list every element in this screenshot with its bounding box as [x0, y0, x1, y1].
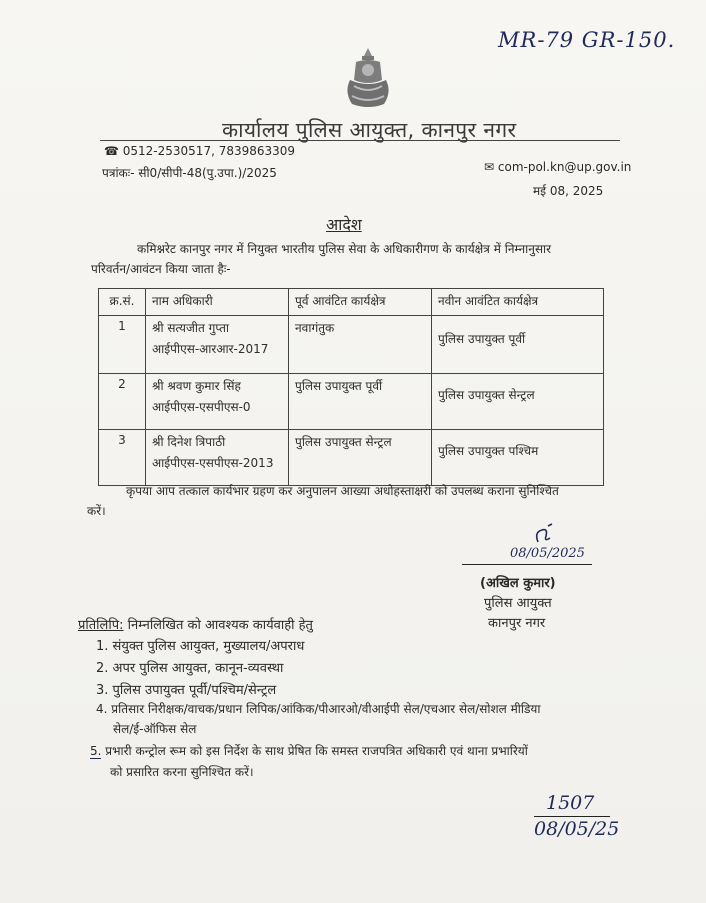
intro-line-2: परिवर्तन/आवंटन किया जाता हैः-	[91, 262, 231, 276]
table-row	[99, 316, 604, 374]
list-item	[90, 742, 610, 759]
item-text: संयुक्त पुलिस आयुक्त, मुख्यालय/अपराध	[112, 639, 305, 654]
row-serial: 1	[99, 316, 146, 374]
officer-name: श्री सत्यजीत गुप्ता	[152, 321, 230, 335]
signature-date: 08/05/2025	[510, 546, 585, 561]
row-previous-area: पुलिस उपायुक्त पूर्वी	[289, 374, 432, 430]
item-text: अपर पुलिस आयुक्त, कानून-व्यवस्था	[112, 661, 284, 676]
row-previous-area: नवागंतुक	[289, 316, 432, 374]
table-row	[99, 430, 604, 486]
item-text: प्रभारी कन्ट्रोल रूम को इस निर्देश के साथ प्रेषित कि समस्त राजपत्रित अधिकारी एवं थाना प्रभारियों	[105, 744, 528, 758]
phone-icon: ☎	[104, 144, 123, 158]
item-text: को प्रसारित करना सुनिश्चित करें।	[110, 765, 254, 779]
dispatch-divider	[534, 816, 610, 817]
police-emblem-icon	[342, 46, 394, 112]
list-item-continuation	[113, 720, 196, 737]
allocation-table	[98, 288, 604, 486]
header-previous-area: पूर्व आवंटित कार्यक्षेत्र	[289, 289, 432, 316]
signatory-name: (अखिल कुमार)	[480, 576, 556, 591]
list-item	[96, 636, 304, 654]
list-item-continuation	[110, 763, 254, 780]
officer-service: आईपीएस-एसपीएस-2013	[152, 456, 274, 470]
office-title: कार्यालय पुलिस आयुक्त, कानपुर नगर	[222, 118, 517, 142]
row-officer	[146, 316, 289, 374]
instruction-line-1: कृपया आप तत्काल कार्यभार ग्रहण कर अनुपालन आख्या अधोहस्ताक्षरी को उपलब्ध कराना सुनिश्चित	[126, 484, 559, 498]
order-heading: आदेश	[326, 215, 362, 234]
officer-name: श्री श्रवण कुमार सिंह	[152, 379, 241, 393]
row-previous-area: पुलिस उपायुक्त सेन्ट्रल	[289, 430, 432, 486]
phone-number: 0512-2530517, 7839863309	[122, 144, 296, 158]
officer-name: श्री दिनेश त्रिपाठी	[152, 435, 226, 449]
signatory-place: कानपुर नगर	[488, 616, 546, 631]
signature-underline	[462, 564, 592, 565]
handwritten-reference: MR-79 GR-150.	[498, 28, 676, 52]
list-item	[96, 658, 283, 676]
list-item	[96, 680, 276, 698]
row-officer	[146, 430, 289, 486]
item-number: 4.	[96, 702, 108, 716]
copy-label: प्रतिलिपि:	[78, 618, 124, 633]
instruction-line-2: करें।	[87, 504, 106, 518]
list-item	[96, 700, 606, 717]
row-serial: 2	[99, 374, 146, 430]
item-text: पुलिस उपायुक्त पूर्वी/पश्चिम/सेन्ट्रल	[112, 683, 277, 698]
item-number: 5.	[90, 744, 102, 758]
item-text: सेल/ई-ऑफिस सेल	[113, 722, 197, 736]
header-new-area: नवीन आवंटित कार्यक्षेत्र	[432, 289, 604, 316]
item-number: 2.	[96, 661, 109, 676]
phone-line	[104, 144, 295, 158]
copy-to-line	[78, 615, 313, 633]
item-number: 3.	[96, 683, 109, 698]
letter-date: मई 08, 2025	[533, 184, 604, 198]
table-row	[99, 374, 604, 430]
dispatch-date: 08/05/25	[534, 818, 620, 840]
row-new-area: पुलिस उपायुक्त पश्चिम	[432, 430, 604, 486]
header-serial: क्र.सं.	[99, 289, 146, 316]
item-text: प्रतिसार निरीक्षक/वाचक/प्रधान लिपिक/आंकिक/पीआरओ/वीआईपी सेल/एचआर सेल/सोशल मीडिया	[111, 702, 541, 716]
email-line	[484, 160, 631, 174]
letter-number: पत्रांकः- सी0/सीपी-48(पु.उपा.)/2025	[102, 166, 277, 180]
email-icon: ✉	[484, 160, 498, 174]
row-officer	[146, 374, 289, 430]
intro-line-1: कमिश्नरेट कानपुर नगर में नियुक्त भारतीय पुलिस सेवा के अधिकारीगण के कार्यक्षेत्र में निम्नानुसार	[137, 242, 552, 256]
item-number: 1.	[96, 639, 109, 654]
row-new-area: पुलिस उपायुक्त सेन्ट्रल	[432, 374, 604, 430]
header-divider	[100, 140, 620, 141]
dispatch-number: 1507	[546, 792, 595, 814]
email-address: com-pol.kn@up.gov.in	[497, 160, 632, 174]
table-header-row	[99, 289, 604, 316]
header-officer-name: नाम अधिकारी	[146, 289, 289, 316]
officer-service: आईपीएस-एसपीएस-0	[152, 400, 251, 414]
signatory-designation: पुलिस आयुक्त	[484, 596, 552, 611]
row-new-area: पुलिस उपायुक्त पूर्वी	[432, 316, 604, 374]
officer-service: आईपीएस-आरआर-2017	[152, 342, 269, 356]
row-serial: 3	[99, 430, 146, 486]
copy-heading: निम्नलिखित को आवश्यक कार्यवाही हेतु	[127, 618, 313, 633]
